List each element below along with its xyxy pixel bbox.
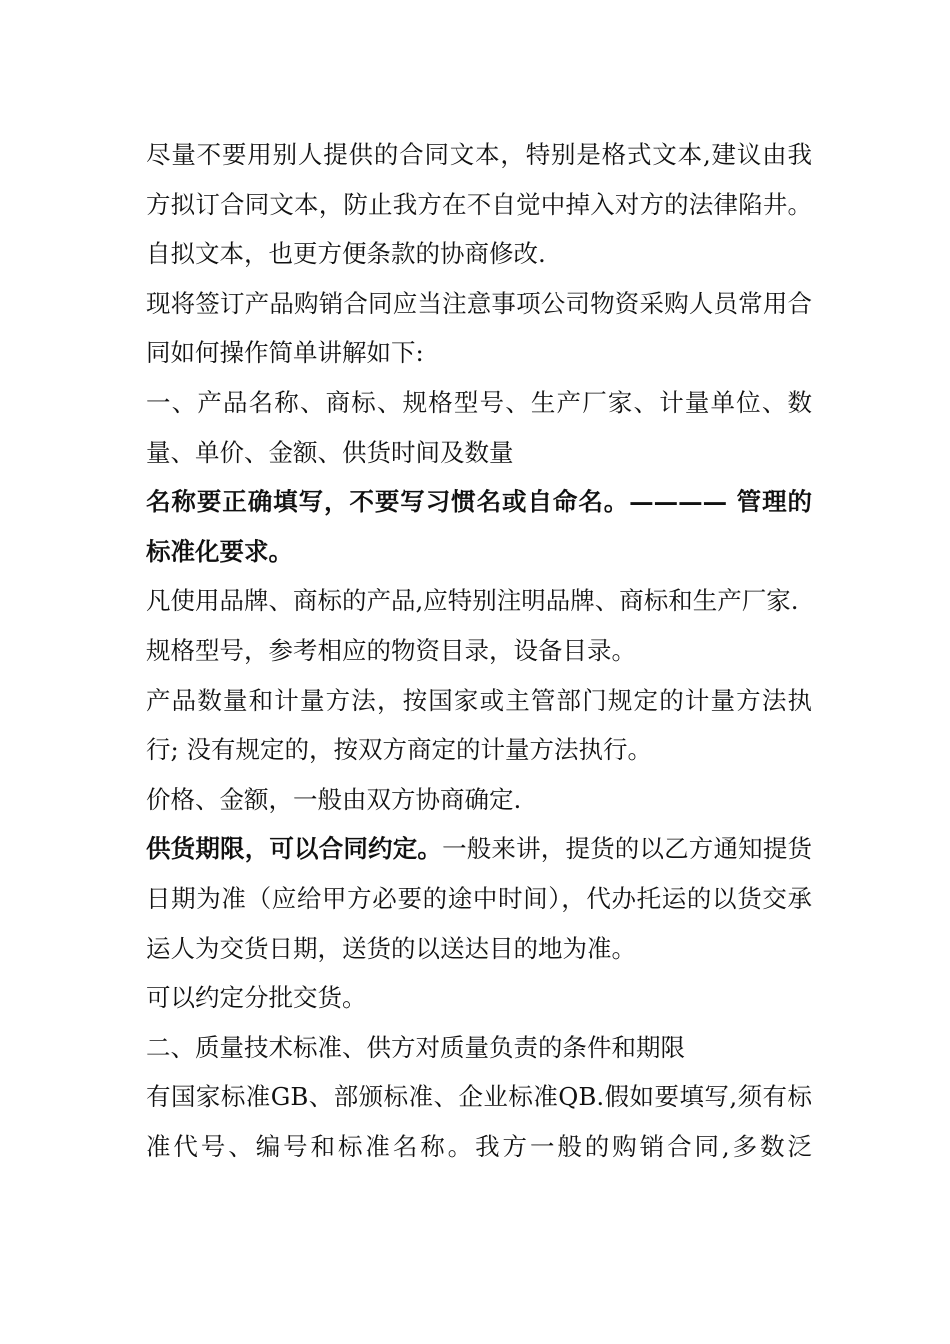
body-text: 价格、金额，一般由双方协商确定. — [146, 784, 522, 814]
body-text: 二、质量技术标准、供方对质量负责的条件和期限 — [146, 1032, 685, 1062]
body-text: 尽量不要用别人提供的合同文本，特别是格式文本,建议由我方拟订合同文本，防止我方在不自觉中掉入对方的法律陷井。自拟文本，也更方便条款的协商修改. — [146, 140, 812, 269]
body-text: 现将签订产品购销合同应当注意事项公司物资采购人员常用合同如何操作简单讲解如下: — [146, 288, 812, 368]
paragraph — [146, 775, 812, 825]
paragraph — [146, 378, 812, 477]
body-text: 凡使用品牌、商标的产品,应特别注明品牌、商标和生产厂家. — [146, 586, 799, 616]
paragraph — [146, 576, 812, 626]
bold-text: 供货期限，可以合同约定。 — [146, 834, 443, 864]
paragraph — [146, 824, 812, 973]
paragraph — [146, 626, 812, 676]
document-body — [146, 130, 812, 1171]
body-text: 产品数量和计量方法，按国家或主管部门规定的计量方法执行; 没有规定的，按双方商定的计量方法执行。 — [146, 685, 812, 765]
body-text: 可以约定分批交货。 — [146, 983, 367, 1013]
paragraph — [146, 973, 812, 1023]
paragraph — [146, 676, 812, 775]
paragraph — [146, 279, 812, 378]
body-text: 有国家标准GB、部颁标准、企业标准QB.假如要填写,须有标准代号、编号和标准名称。我方一般的购销合同,多数泛 — [146, 1082, 812, 1161]
body-text: 规格型号，参考相应的物资目录，设备目录。 — [146, 635, 636, 665]
paragraph — [146, 477, 812, 576]
paragraph — [146, 1072, 812, 1171]
paragraph — [146, 1023, 812, 1073]
bold-text: 名称要正确填写，不要写习惯名或自命名。———— 管理的标准化要求。 — [146, 487, 812, 566]
body-text: 一、产品名称、商标、规格型号、生产厂家、计量单位、数量、单价、金额、供货时间及数量 — [146, 387, 812, 467]
body-text: 一般来讲，提货的以乙方通知提货日期为准（应给甲方必要的途中时间），代办托运的以货交承运人为交货日期，送货的以送达目的地为准。 — [146, 834, 812, 963]
paragraph — [146, 130, 812, 279]
